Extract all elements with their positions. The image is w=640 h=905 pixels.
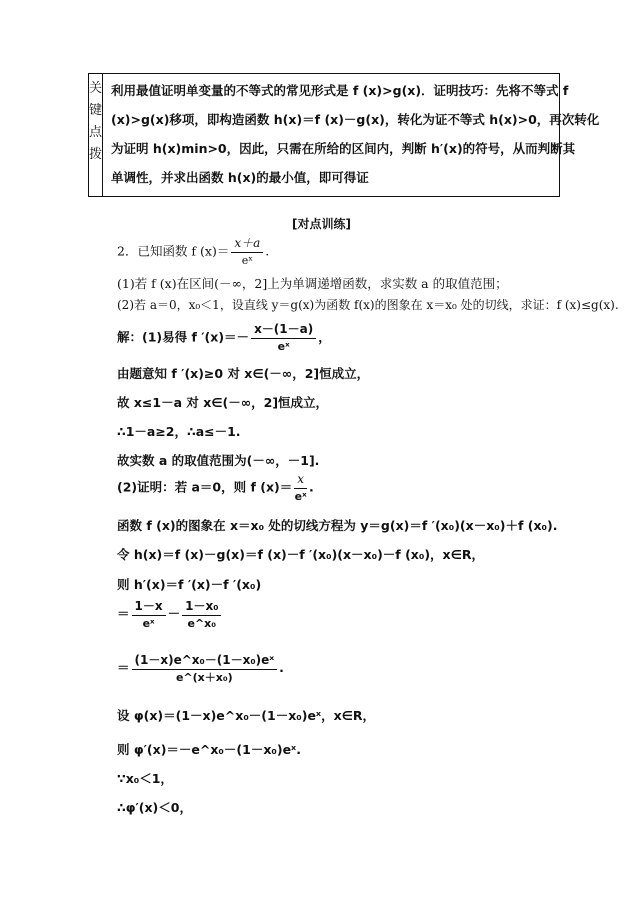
solution-step-5: 故实数 a 的取值范围为(－∞，－1]. — [117, 453, 320, 468]
fraction-numerator: x — [294, 472, 307, 489]
key-tip-label-line1: 关键 — [89, 81, 103, 118]
solution-step-6 — [117, 472, 314, 504]
equals-sign: ＝ — [117, 660, 130, 675]
solution-step-15: ∴φ′(x)＜0， — [117, 800, 192, 815]
solution-text: . — [279, 660, 284, 675]
solution-step-13: 则 φ′(x)＝－e^x₀－(1－x₀)eˣ. — [117, 742, 301, 757]
solution-step-14: ∵x₀＜1， — [117, 771, 173, 786]
problem-stem-prefix: 2．已知函数 f (x)＝ — [117, 243, 230, 259]
equals-sign: ＝ — [117, 606, 130, 621]
solution-step-8: 令 h(x)＝f (x)－g(x)＝f (x)－f ′(x₀)(x－x₀)－f (x₀)，x∈R， — [117, 547, 484, 562]
solution-step-2: 由题意知 f ′(x)≥0 对 x∈(－∞，2]恒成立， — [117, 366, 370, 381]
key-tip-line: 单调性，并求出函数 h(x)的最小值，即可得证 — [111, 170, 369, 185]
solution-step-12: 设 φ(x)＝(1－x)e^x₀－(1－x₀)eˣ，x∈R， — [117, 708, 375, 723]
fraction — [294, 472, 307, 504]
key-tip-box — [88, 73, 600, 197]
fraction — [182, 599, 221, 631]
fraction — [231, 236, 263, 268]
fraction-denominator: e^x₀ — [187, 616, 217, 630]
solution-text: (2)证明：若 a＝0，则 f (x)＝ — [117, 479, 293, 495]
fraction-numerator: 1－x₀ — [182, 599, 221, 616]
solution-step-11 — [117, 648, 284, 688]
problem-stem-suffix: . — [265, 243, 270, 259]
key-tip-content — [103, 74, 605, 196]
solution-text: . — [309, 479, 314, 495]
key-tip-label — [89, 74, 103, 196]
solution-step-1 — [117, 322, 331, 354]
fraction-numerator: 1－x — [132, 599, 166, 616]
problem-part-2: (2)若 a＝0，x₀＜1，设直线 y＝g(x)为函数 f(x)的图象在 x＝x₀ 处的切线，求证：f (x)≤g(x). — [117, 298, 619, 312]
problem-part-1: (1)若 f (x)在区间(－∞，2]上为单调递增函数，求实数 a 的取值范围； — [117, 276, 508, 291]
key-tip-label-line2: 点拨 — [89, 125, 103, 162]
key-tip-line: 利用最值证明单变量的不等式的常见形式是 f (x)>g(x)．证明技巧：先将不等式 f — [111, 83, 569, 98]
fraction-denominator: eˣ — [277, 340, 290, 353]
fraction-numerator: x＋a — [231, 236, 263, 253]
solution-step-3: 故 x≤1－a 对 x∈(－∞，2]恒成立， — [117, 395, 329, 410]
key-tip-line: 为证明 h(x)min>0，因此，只需在所给的区间内，判断 h′(x)的符号，从而判断其 — [111, 141, 576, 156]
solution-step-10 — [117, 596, 223, 632]
problem-stem — [117, 236, 269, 268]
solution-text: ， — [318, 329, 331, 345]
solution-text: 解：(1)易得 f ′(x)＝－ — [117, 329, 250, 345]
key-tip-line: (x)>g(x)移项，即构造函数 h(x)＝f (x)－g(x)，转化为证不等式 h(x)>0，再次转化 — [111, 112, 600, 127]
minus-sign: － — [167, 606, 181, 621]
fraction-denominator: eˣ — [142, 616, 155, 630]
solution-step-9: 则 h′(x)＝f ′(x)－f ′(x₀) — [117, 577, 262, 592]
fraction-denominator: e^(x＋x₀) — [175, 670, 233, 684]
fraction — [132, 653, 278, 685]
fraction — [251, 322, 316, 354]
fraction-numerator: x－(1－a) — [251, 322, 316, 339]
fraction-numerator: (1－x)e^x₀－(1－x₀)eˣ — [132, 653, 278, 670]
solution-step-7: 函数 f (x)的图象在 x＝x₀ 处的切线方程为 y＝g(x)＝f ′(x₀)(x－x₀)＋f (x₀). — [117, 518, 558, 533]
solution-step-4: ∴1－a≥2，∴a≤－1. — [117, 424, 241, 439]
fraction-denominator: eˣ — [241, 254, 253, 267]
fraction-denominator: eˣ — [294, 490, 307, 503]
fraction — [132, 599, 166, 631]
section-title: [对点训练] — [292, 217, 351, 231]
